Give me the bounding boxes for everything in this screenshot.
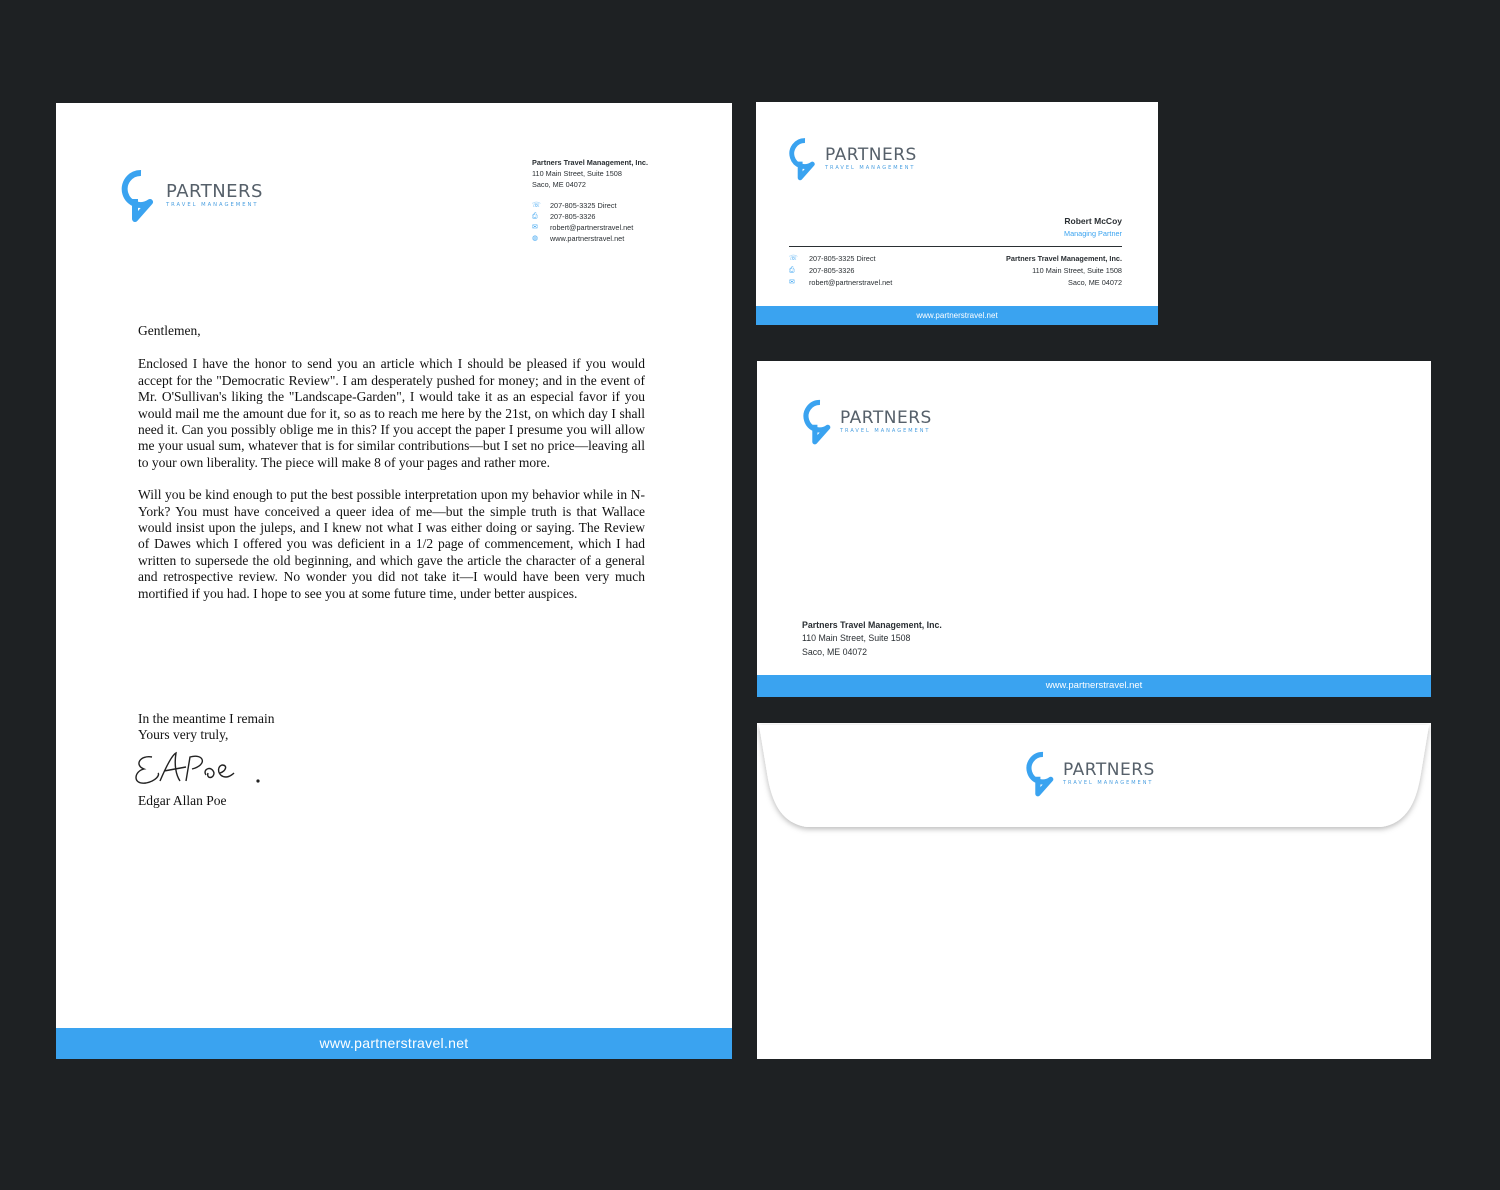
location-pin-icon xyxy=(802,397,838,449)
partners-logo xyxy=(120,169,263,225)
person-name: Robert McCoy xyxy=(1064,216,1122,226)
brand-tagline: TRAVEL MANAGEMENT xyxy=(840,428,931,434)
company-name: Partners Travel Management, Inc. xyxy=(532,158,648,167)
fax-icon: ⎙ xyxy=(789,267,795,275)
phone-direct: 207-805-3325 Direct xyxy=(550,201,617,210)
business-card xyxy=(756,102,1158,325)
footer-band xyxy=(756,306,1158,325)
footer-website[interactable]: www.partnerstravel.net xyxy=(319,1035,469,1051)
phone-fax: 207-805-3326 xyxy=(809,266,855,276)
phone-icon: ☏ xyxy=(789,255,798,262)
phone-icon: ☏ xyxy=(532,202,541,209)
brand-tagline: TRAVEL MANAGEMENT xyxy=(1063,780,1154,786)
card-address xyxy=(1006,253,1122,290)
closing-line-2: Yours very truly, xyxy=(138,727,229,743)
location-pin-icon xyxy=(788,133,822,187)
card-contact xyxy=(789,253,892,290)
handwritten-signature xyxy=(130,745,270,793)
envelope-front xyxy=(757,361,1431,697)
letter-paragraph-1: Enclosed I have the honor to send you an article which I should be pleased if you would accept for the "Democratic Review". I am desperately pushed for money; and in the event of Mr. O'Sullivan's liking the "Landscape-Garden", I would take it as an especial favor if you would mail me the amount due for it, so as to reach me here by the 21st, on which day I shall need it. Can you possibly oblige me in this? If you accept the paper I presume you will allow me your usual sum, whatever that is for similar contributions—but I set no price—leaving all to your own liberality. The piece will make 8 of your pages and rather more. xyxy=(138,356,645,470)
footer-band xyxy=(757,675,1431,697)
website-address: www.partnerstravel.net xyxy=(550,234,625,243)
company-city: Saco, ME 04072 xyxy=(532,180,586,189)
phone-direct: 207-805-3325 Direct xyxy=(809,254,876,263)
location-pin-icon xyxy=(1025,749,1061,801)
globe-icon: ◍ xyxy=(532,235,539,242)
letter-closing xyxy=(138,711,274,744)
company-street: 110 Main Street, Suite 1508 xyxy=(802,633,911,644)
footer-website[interactable]: www.partnerstravel.net xyxy=(1045,680,1143,691)
company-name: Partners Travel Management, Inc. xyxy=(802,620,942,630)
partners-logo xyxy=(1025,749,1155,801)
brand-name: PARTNERS xyxy=(166,181,263,202)
footer-band xyxy=(56,1028,732,1059)
divider xyxy=(789,246,1122,247)
mail-icon: ✉ xyxy=(789,279,795,287)
brand-name: PARTNERS xyxy=(1063,760,1155,780)
brand-name: PARTNERS xyxy=(840,408,932,428)
phone-fax: 207-805-3326 xyxy=(550,212,596,221)
location-pin-icon xyxy=(120,169,162,225)
letterhead-sheet xyxy=(56,103,732,1059)
mail-icon: ✉ xyxy=(532,224,538,231)
brand-tagline: TRAVEL MANAGEMENT xyxy=(825,165,916,171)
letter-paragraph-2: Will you be kind enough to put the best possible interpretation upon my behavior while in N-York? You must have conceived a queer idea of me—but the simple truth is that Wallace would insist upon the juleps, and I knew not what I was either doing or saying. The Review of Dawes which I offered you was deficient in a 1/2 page of commencement, which I had written to supersede the old beginning, and which gave the article the character of a general and retrospective review. No wonder you did not take it—I would have been very much mortified if you had. I hope to see you at some future time, under better auspices. xyxy=(138,487,645,601)
company-city: Saco, ME 04072 xyxy=(802,646,868,657)
company-street: 110 Main Street, Suite 1508 xyxy=(1032,266,1122,276)
email-address: robert@partnerstravel.net xyxy=(550,223,634,232)
envelope-back xyxy=(757,723,1431,1059)
letter-body xyxy=(138,323,645,618)
company-street: 110 Main Street, Suite 1508 xyxy=(532,169,622,178)
return-address xyxy=(802,619,942,659)
footer-website[interactable]: www.partnerstravel.net xyxy=(916,311,998,320)
company-name: Partners Travel Management, Inc. xyxy=(1006,254,1122,263)
partners-logo xyxy=(802,397,932,449)
email-address: robert@partnerstravel.net xyxy=(809,278,893,288)
letter-greeting: Gentlemen, xyxy=(138,323,201,338)
card-person xyxy=(1064,216,1122,238)
letterhead-contact-block xyxy=(532,157,648,244)
brand-name: PARTNERS xyxy=(825,145,917,165)
fax-icon: ⎙ xyxy=(532,213,538,220)
partners-logo xyxy=(788,133,917,187)
brand-tagline: TRAVEL MANAGEMENT xyxy=(166,202,259,208)
closing-line-1: In the meantime I remain xyxy=(138,711,275,726)
company-city: Saco, ME 04072 xyxy=(1068,278,1122,288)
person-title: Managing Partner xyxy=(1063,229,1122,238)
signer-name: Edgar Allan Poe xyxy=(138,793,227,808)
